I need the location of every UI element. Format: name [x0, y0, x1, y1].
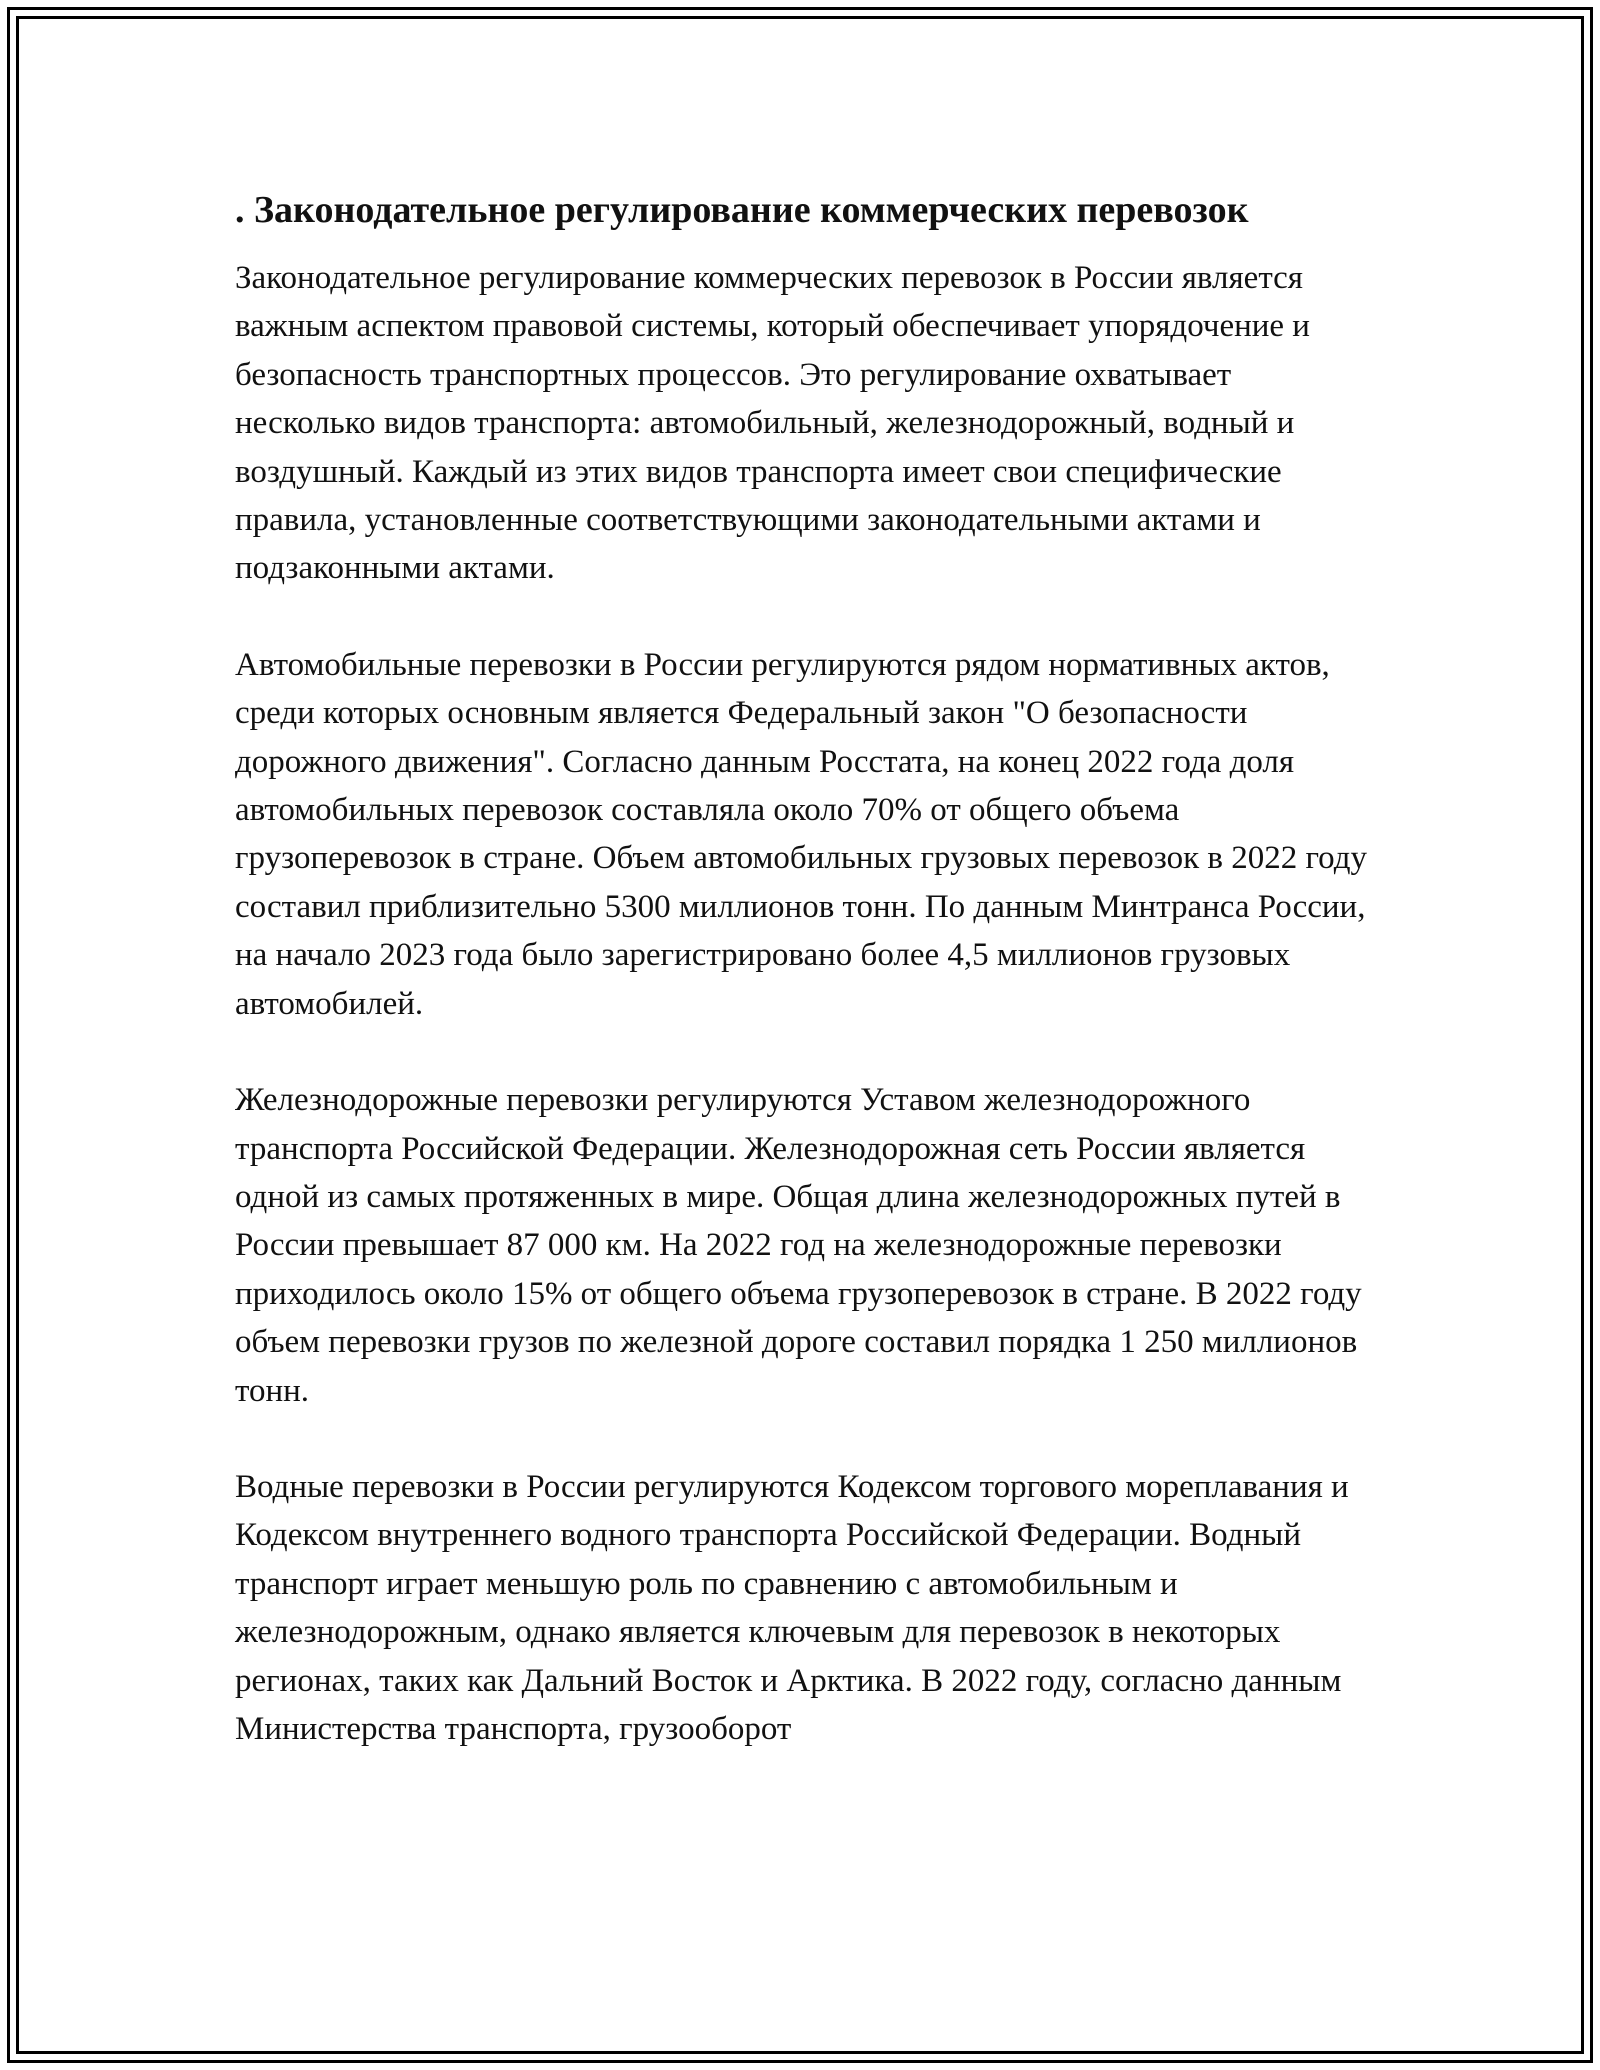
document-body [235, 186, 1370, 1801]
paragraph-intro: Законодательное регулирование коммерческих перевозок в России является важным аспектом правовой системы, который обеспечивает упорядочение и безопасность транспортных процессов. Это регулирование охватывает несколько видов транспорта: автомобильный, железнодорожный, водный и воздушный. Каждый из этих видов транспорта имеет свои специфические правила, установленные соответствующими законодательными актами и подзаконными актами. [235, 260, 1310, 587]
paragraph-road-transport: Автомобильные перевозки в России регулируются рядом нормативных актов, среди которых основным является Федеральный закон "О безопасности дорожного движения". Согласно данным Росстата, на конец 2022 года доля автомобильных перевозок составляла около 70% от общего объема грузоперевозок в стране. Объем автомобильных грузовых перевозок в 2022 году составил приблизительно 5300 миллионов тонн. По данным Минтранса России, на начало 2023 года было зарегистрировано более 4,5 миллионов грузовых автомобилей. [235, 646, 1367, 1022]
paragraph-water-transport: Водные перевозки в России регулируются Кодексом торгового мореплавания и Кодексом внутреннего водного транспорта Российской Федерации. Водный транспорт играет меньшую роль по сравнению с автомобильным и железнодорожным, однако является ключевым для перевозок в некоторых регионах, таких как Дальний Восток и Арктика. В 2022 году, согласно данным Министерства транспорта, грузооборот [235, 1468, 1349, 1747]
section-title: . Законодательное регулирование коммерческих перевозок [235, 189, 1249, 231]
paragraph-rail-transport: Железнодорожные перевозки регулируются Уставом железнодорожного транспорта Российской Федерации. Железнодорожная сеть России является одной из самых протяженных в мире. Общая длина железнодорожных путей в России превышает 87 000 км. На 2022 год на железнодорожные перевозки приходилось около 15% от общего объема грузоперевозок в стране. В 2022 году объем перевозки грузов по железной дороге составил порядка 1 250 миллионов тонн. [235, 1082, 1362, 1409]
